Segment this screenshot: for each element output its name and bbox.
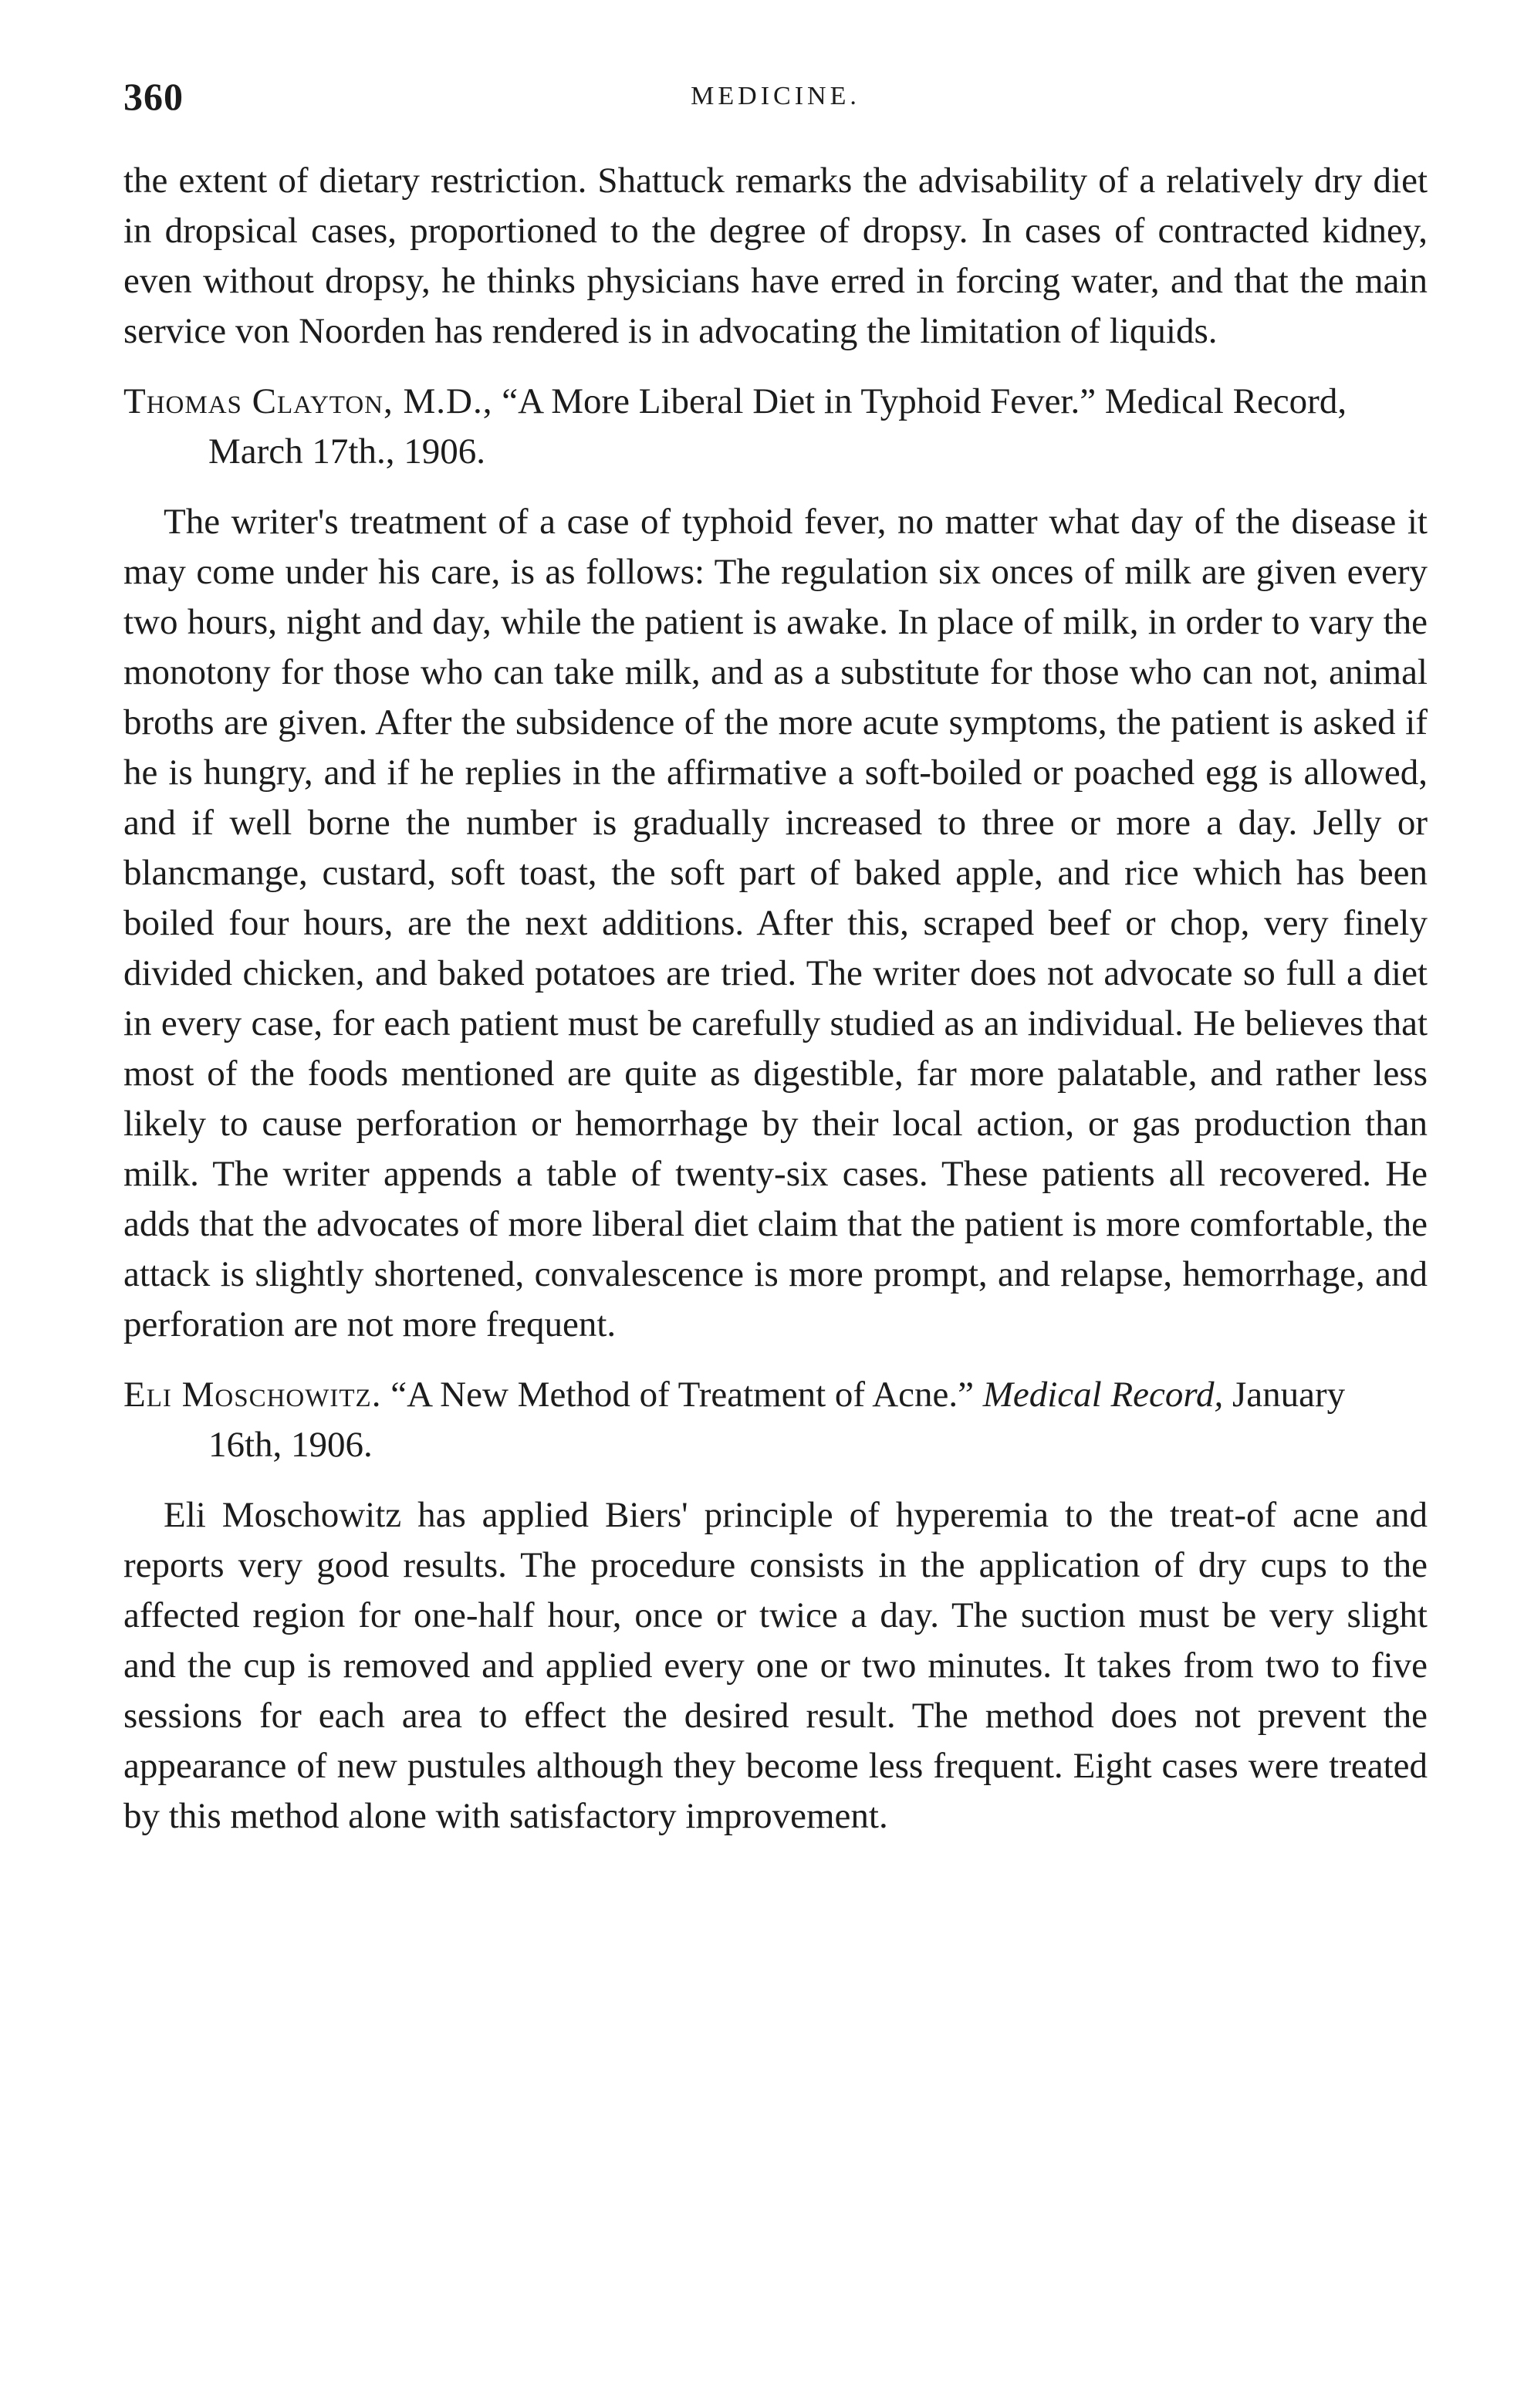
citation-journal: Medical Record,: [982, 1375, 1224, 1415]
citation-date: March 17th., 1906.: [208, 431, 485, 472]
page-number: 360: [123, 75, 184, 118]
citation-journal: Medical Record,: [1104, 381, 1347, 421]
citation-date: January 16th, 1906.: [208, 1375, 1346, 1465]
paragraph-dietary-restriction: the extent of dietary restriction. Shattuck remarks the advisability of a relatively dry diet in dropsical cases, proportioned to the degree of dropsy. In cases of contracted kidney, even without dropsy, he thinks physicians have erred in forcing water, and that the main service von Noorden has rendered is in advocating the limitation of liquids.: [123, 161, 1428, 351]
running-head: MEDICINE.: [691, 82, 860, 110]
paragraph-acne-treatment: Eli Moschowitz has applied Biers' principle of hyperemia to the treat-of acne and reports very good results. The procedure consists in the application of dry cups to the affected region for one-half hour, once or twice a day. The suction must be very slight and the cup is removed and applied every one or two minutes. It takes from two to five sessions for each area to effect the desired result. The method does not prevent the appearance of new pustules although they become less frequent. Eight cases were treated by this method alone with satisfactory improvement.: [123, 1495, 1428, 1836]
citation-title: “A More Liberal Diet in Typhoid Fever.”: [502, 381, 1097, 421]
document-page: [123, 74, 1428, 1842]
citation-moschowitz: [123, 1370, 1428, 1470]
page-header: [123, 74, 1428, 136]
paragraph-typhoid-diet: The writer's treatment of a case of typhoid fever, no matter what day of the disease it may come under his care, is as follows: The regulation six onces of milk are given every two hours, night and day, while the patient is awake. In place of milk, in order to vary the monotony for those who can take milk, and as a substitute for those who can not, animal broths are given. After the subsidence of the more acute symptoms, the patient is asked if he is hungry, and if he replies in the affirmative a soft-boiled or poached egg is allowed, and if well borne the number is gradually increased to three or more a day. Jelly or blancmange, custard, soft toast, the soft part of baked apple, and rice which has been boiled four hours, are the next additions. After this, scraped beef or chop, very finely divided chicken, and baked potatoes are tried. The writer does not advocate so full a diet in every case, for each patient must be carefully studied as an individual. He believes that most of the foods mentioned are quite as digestible, far more palatable, and rather less likely to cause perforation or hemorrhage by their local action, or gas production than milk. The writer appends a table of twenty-six cases. These patients all recovered. He adds that the advocates of more liberal diet claim that the patient is more comfortable, the attack is slightly shortened, convalescence is more prompt, and relapse, hemorrhage, and perforation are not more frequent.: [123, 502, 1428, 1344]
citation-author: Eli Moschowitz.: [123, 1375, 382, 1415]
citation-title: “A New Method of Treatment of Acne.”: [390, 1375, 974, 1415]
citation-clayton: [123, 377, 1428, 477]
citation-author: Thomas Clayton, M.D.,: [123, 381, 493, 421]
